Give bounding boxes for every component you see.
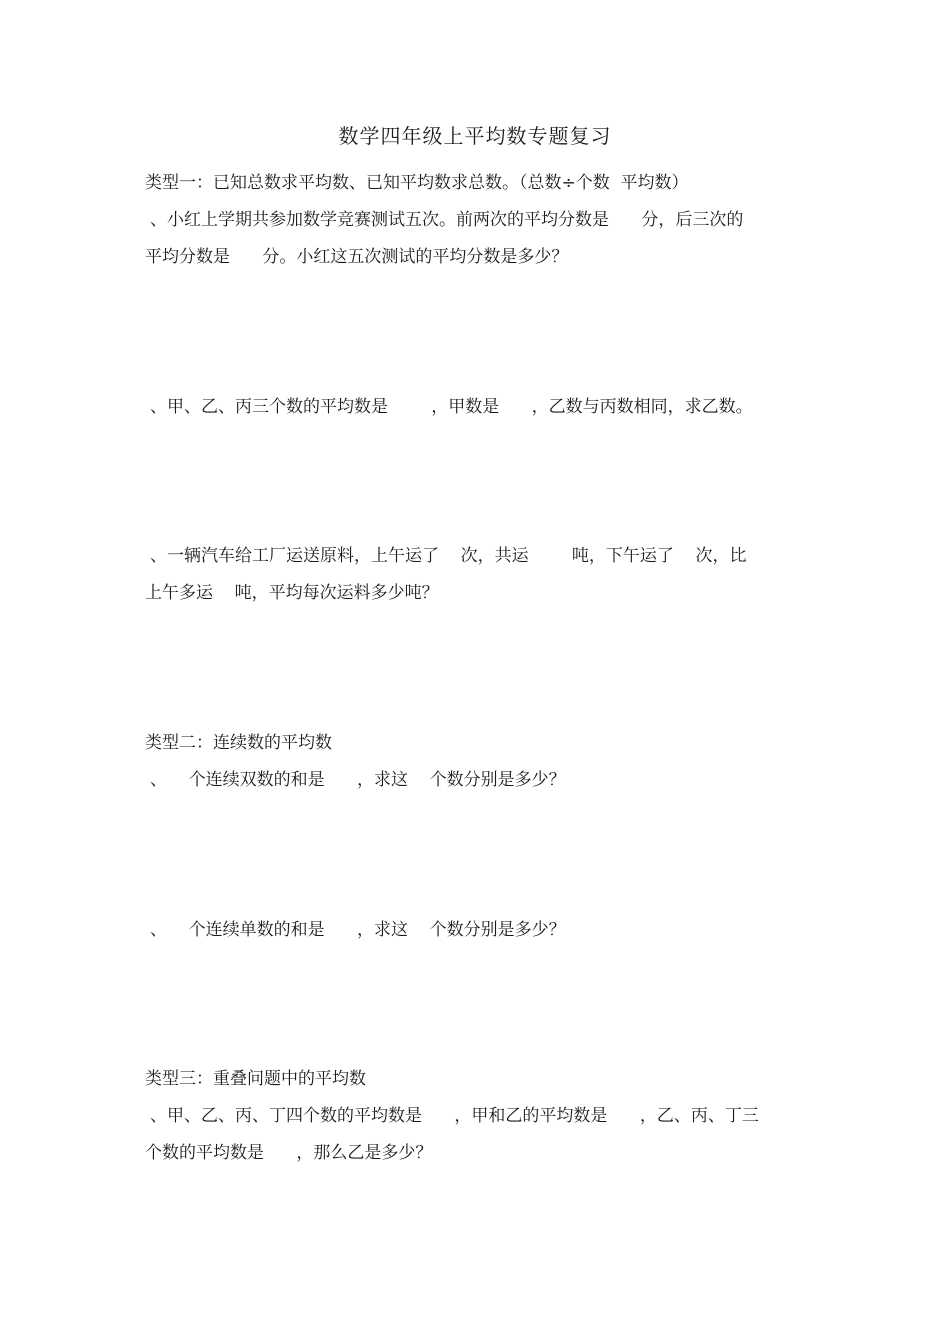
section-heading-type-1: 类型一：已知总数求平均数、已知平均数求总数。（总数÷个数 平均数） bbox=[145, 173, 689, 193]
problem-1-line-1: 、小红上学期共参加数学竞赛测试五次。前两次的平均分数是 分，后三次的 bbox=[150, 210, 744, 230]
problem-6-line-1: 、甲、乙、丙、丁四个数的平均数是 ，甲和乙的平均数是 ，乙、丙、丁三 bbox=[150, 1106, 759, 1126]
page-title: 数学四年级上平均数专题复习 bbox=[338, 124, 612, 148]
problem-3-line-2: 上午多运 吨，平均每次运料多少吨？ bbox=[145, 583, 439, 603]
section-heading-type-3: 类型三：重叠问题中的平均数 bbox=[145, 1069, 366, 1089]
problem-5-line-1: 、 个连续单数的和是 ，求这 个数分别是多少？ bbox=[150, 920, 566, 940]
problem-3-line-1: 、一辆汽车给工厂运送原料，上午运了 次，共运 吨，下午运了 次，比 bbox=[150, 546, 747, 566]
problem-4-line-1: 、 个连续双数的和是 ，求这 个数分别是多少？ bbox=[150, 770, 566, 790]
problem-2-line-1: 、甲、乙、丙三个数的平均数是 ，甲数是 ，乙数与丙数相同，求乙数。 bbox=[150, 397, 753, 417]
problem-6-line-2: 个数的平均数是 ，那么乙是多少？ bbox=[145, 1143, 433, 1163]
section-heading-type-2: 类型二：连续数的平均数 bbox=[145, 733, 332, 753]
problem-1-line-2: 平均分数是 分。小红这五次测试的平均分数是多少？ bbox=[145, 247, 569, 267]
